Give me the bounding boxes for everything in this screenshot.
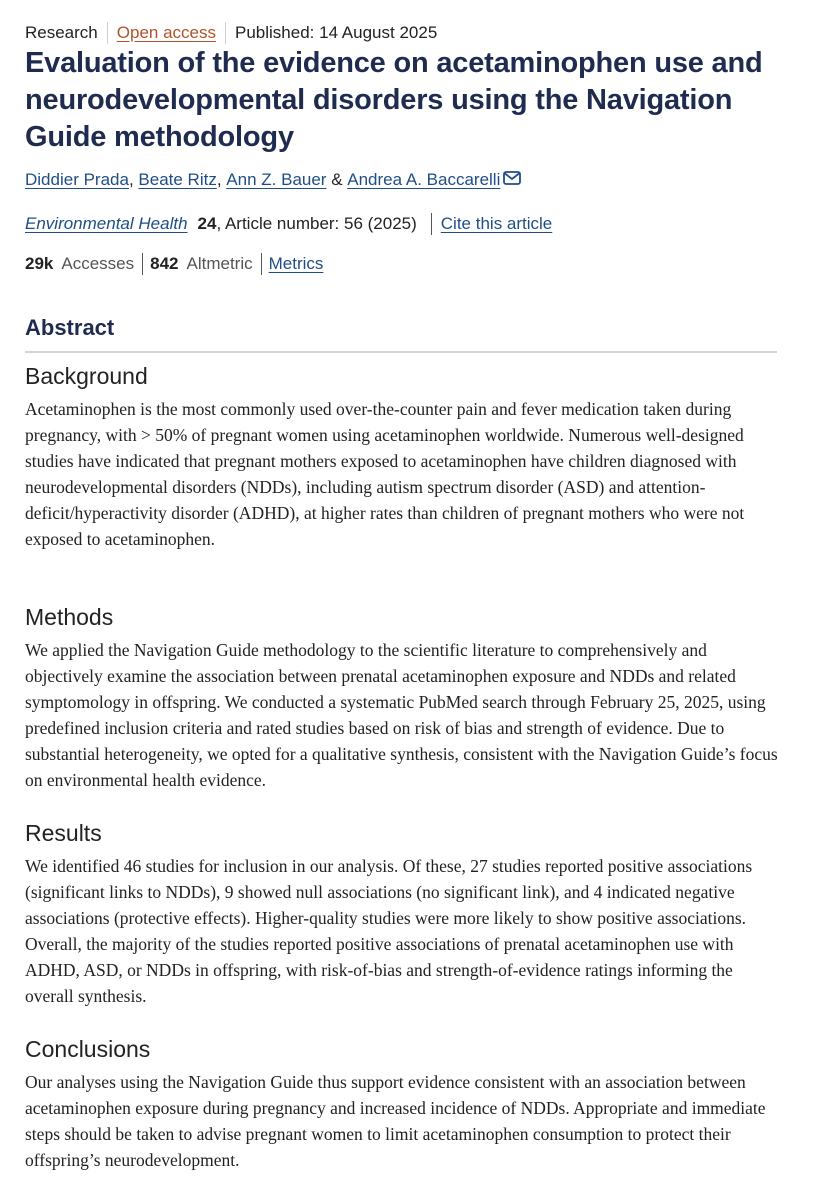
metrics-link[interactable]: Metrics — [268, 254, 324, 273]
conclusions-section — [25, 1035, 785, 1173]
section-heading: Background — [25, 363, 148, 389]
section-heading: Conclusions — [25, 1036, 151, 1062]
section-text: We applied the Navigation Guide methodology to the scientific literature to comprehensively and objectively examine the association between prenatal acetaminophen exposure and NDDs and related symptomology in offspring. We conducted a systematic PubMed search through February 25, 2025, using predefined inclusion criteria and rated studies based on risk of bias and strength of evidence. Due to substantial heterogeneity, we opted for a qualitative synthesis, consistent with the Navigation Guide’s focus on environmental health evidence. — [25, 640, 778, 790]
article-number: , Article number: 56 (2025) — [216, 214, 417, 233]
author-link[interactable]: Ann Z. Bauer — [226, 170, 327, 189]
section-heading: Methods — [25, 604, 114, 630]
section-text: Our analyses using the Navigation Guide thus support evidence consistent with an association between acetaminophen exposure during pregnancy and increased incidence of NDDs. Appropriate and immediate steps should be taken to advise pregnant women to limit acetaminophen consumption to protect their offspring’s neurodevelopment. — [25, 1072, 766, 1170]
mail-icon[interactable] — [503, 170, 521, 184]
author-separator: , — [128, 170, 139, 189]
cite-article-link[interactable]: Cite this article — [440, 214, 553, 233]
divider — [107, 22, 108, 44]
background-section — [25, 362, 785, 552]
section-text: We identified 46 studies for inclusion in our analysis. Of these, 27 studies reported positive associations (significant links to NDDs), 9 showed null associations (no significant link), and 4 indicated negative associations (protective effects). Higher-quality studies were more likely to show positive associations. Overall, the majority of the studies reported positive associations of prenatal acetaminophen use with ADHD, ASD, or NDDs in offspring, with risk-of-bias and strength-of-evidence ratings informing the overall synthesis. — [25, 856, 753, 1006]
divider — [225, 22, 226, 44]
divider — [142, 253, 143, 275]
author-link[interactable]: Andrea A. Baccarelli — [347, 170, 501, 189]
accesses-label: Accesses — [61, 254, 135, 273]
abstract-heading: Abstract — [25, 315, 115, 340]
volume-number: 24 — [197, 214, 217, 233]
author-separator: & — [326, 170, 348, 189]
altmetric-score: 842 — [150, 254, 179, 273]
abstract-divider — [25, 351, 777, 353]
section-text: Acetaminophen is the most commonly used over-the-counter pain and fever medication taken during pregnancy, with > 50% of pregnant women using acetaminophen worldwide. Numerous well-designed studies have indicated that pregnant mothers exposed to acetaminophen have children diagnosed with neurodevelopmental disorders (NDDs), including autism spectrum disorder (ASD) and attention-deficit/hyperactivity disorder (ADHD), at higher rates than children of pregnant mothers who were not exposed to acetaminophen. — [25, 399, 745, 549]
divider — [431, 213, 432, 235]
methods-section — [25, 603, 785, 793]
results-section — [25, 819, 785, 1009]
published-date: Published: 14 August 2025 — [235, 23, 438, 42]
open-access-link[interactable]: Open access — [116, 23, 216, 42]
author-link[interactable]: Beate Ritz — [138, 170, 217, 189]
author-link[interactable]: Diddier Prada — [25, 170, 129, 189]
divider — [261, 253, 262, 275]
section-heading: Results — [25, 820, 102, 846]
author-separator: , — [216, 170, 227, 189]
metrics-line — [25, 253, 323, 275]
article-type: Research — [25, 23, 98, 42]
citation-line — [25, 213, 552, 235]
journal-link[interactable]: Environmental Health — [25, 214, 188, 233]
article-meta-line — [25, 22, 437, 44]
accesses-count: 29k — [25, 254, 54, 273]
altmetric-label: Altmetric — [186, 254, 253, 273]
author-list — [25, 170, 521, 190]
article-title: Evaluation of the evidence on acetaminophen use and neurodevelopmental disorders using the Navigation Guide methodology — [25, 47, 763, 153]
